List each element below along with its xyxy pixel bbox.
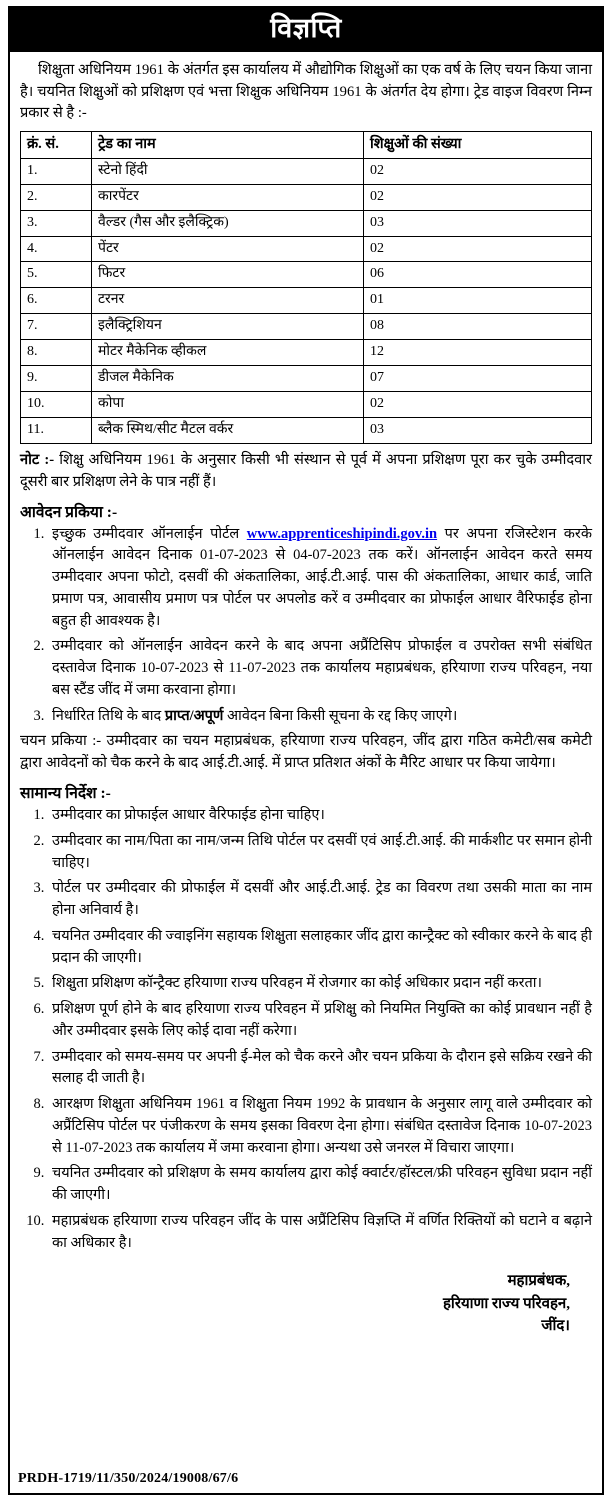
cell-serial: 4. <box>21 236 92 262</box>
table-row <box>21 288 592 314</box>
list-item: 8. आरक्षण शिक्षुता अधिनियम 1961 व शिक्षुता नियम 1992 के प्रावधान के अनुसार लागू वाले उम्मीदवार को अप्रैंटिसिप पोर्टल पर पंजीकरण के समय इसका विवरण देना होगा। संबंधित दस्तावेज दिनाक 10-07-2023 से 11-07-2023 तक कार्यालय में जमा करवाना होगा। अन्यथा उसे जनरल में विचारा जाएगा। <box>48 1094 592 1159</box>
signature-organisation: हरियाणा राज्य परिवहन, <box>442 1295 570 1312</box>
cell-count: 02 <box>364 158 592 184</box>
list-item: 7. उम्मीदवार को समय-समय पर अपनी ई-मेल को चैक करने और चयन प्रकिया के दौरान इसे सक्रिय रखने की सलाह दी जाती है। <box>48 1047 592 1091</box>
table-row <box>21 391 592 417</box>
table-row <box>21 210 592 236</box>
cell-serial: 2. <box>21 184 92 210</box>
list-item: 6. प्रशिक्षण पूर्ण होने के बाद हरियाणा राज्य परिवहन में प्रशिक्षु को नियमित नियुक्ति का कोई प्रावधान नहीं है और उम्मीदवार इसके लिए कोई दावा नहीं करेगा। <box>48 999 592 1043</box>
list-item: 2. उम्मीदवार को ऑनलाईन आवेदन करने के बाद अपना अप्रैंटिसिप प्रोफाईल व उपरोक्त सभी संबंधित दस्तावेज दिनाक 10-07-2023 से 11-07-2023 तक कार्यालय महाप्रबंधक, हरियाणा राज्य परिवहन, नया बस स्टैंड जींद में जमा करवाना होगा। <box>48 636 592 701</box>
cell-count: 07 <box>364 366 592 392</box>
cell-trade: मोटर मैकेनिक व्हीकल <box>92 340 364 366</box>
cell-serial: 8. <box>21 340 92 366</box>
list-item: 4. चयनित उम्मीदवार की ज्वाइनिंग सहायक शिक्षुता सलाहकार जींद द्वारा कान्ट्रैक्ट को स्वीकार करने के बाद ही प्रदान की जाएगी। <box>48 926 592 970</box>
apply-online-prefix: इच्छुक उम्मीदवार ऑनलाईन पोर्टल <box>52 525 247 542</box>
table-row <box>21 184 592 210</box>
cell-count: 06 <box>364 262 592 288</box>
signature-block <box>20 1270 592 1338</box>
late-apps-prefix: निर्धारित तिथि के बाद <box>52 707 165 724</box>
signature-location: जींद। <box>541 1318 570 1335</box>
cell-trade: वैल्डर (गैस और इलैक्ट्रिक) <box>92 210 364 236</box>
notice-body <box>10 52 602 1368</box>
cell-trade: डीजल मैकेनिक <box>92 366 364 392</box>
col-header-count: शिक्षुओं की संख्या <box>364 132 592 159</box>
cell-trade: स्टेनो हिंदी <box>92 158 364 184</box>
application-process-list <box>20 524 592 728</box>
note-block <box>20 450 592 494</box>
table-row <box>21 236 592 262</box>
cell-count: 03 <box>364 210 592 236</box>
cell-serial: 3. <box>21 210 92 236</box>
intro-paragraph: शिक्षुता अधिनियम 1961 के अंतर्गत इस कार्यालय में औद्योगिक शिक्षुओं का एक वर्ष के लिए चयन किया जाना है। चयनित शिक्षुओं को प्रशिक्षण एवं भत्ता शिक्षुक अधिनियम 1961 के अंतर्गत देय होगा। ट्रेड वाइज विवरण निम्न प्रकार से है :- <box>20 61 592 122</box>
cell-count: 02 <box>364 236 592 262</box>
trades-table-body <box>21 158 592 443</box>
trades-table-head <box>21 132 592 159</box>
list-item: 1. उम्मीदवार का प्रोफाईल आधार वैरिफाईड होना चाहिए। <box>48 805 592 827</box>
cell-count: 01 <box>364 288 592 314</box>
col-header-serial: क्रं. सं. <box>21 132 92 159</box>
cell-trade: फिटर <box>92 262 364 288</box>
list-item <box>48 706 592 728</box>
cell-serial: 5. <box>21 262 92 288</box>
note-label: नोट :- <box>20 451 55 468</box>
table-row <box>21 314 592 340</box>
list-item: 3. पोर्टल पर उम्मीदवार की प्रोफाईल में दसवीं और आई.टी.आई. ट्रेड का विवरण तथा उसकी माता का नाम होना अनिवार्य है। <box>48 878 592 922</box>
list-item: 9. चयनित उम्मीदवार को प्रशिक्षण के समय कार्यालय द्वारा कोई क्वार्टर/हॉस्टल/फ्री परिवहन सुविधा प्रदान नहीं की जाएगी। <box>48 1163 592 1207</box>
application-process-heading: आवेदन प्रकिया :- <box>20 503 118 521</box>
general-instructions-heading: सामान्य निर्देश :- <box>20 785 111 803</box>
apprenticeship-portal-link[interactable]: www.apprenticeshipindi.gov.in <box>246 525 438 542</box>
list-item: 2. उम्मीदवार का नाम/पिता का नाम/जन्म तिथि पोर्टल पर दसवीं एवं आई.टी.आई. की मार्कशीट पर समान होनी चाहिए। <box>48 831 592 875</box>
cell-serial: 11. <box>21 417 92 443</box>
cell-trade: कोपा <box>92 391 364 417</box>
cell-count: 12 <box>364 340 592 366</box>
col-header-trade: ट्रेड का नाम <box>92 132 364 159</box>
signature-designation: महाप्रबंधक, <box>507 1273 570 1290</box>
title-bar <box>10 8 602 52</box>
cell-serial: 1. <box>21 158 92 184</box>
cell-serial: 9. <box>21 366 92 392</box>
apply-online-suffix: पर अपना रजिस्टेशन करके ऑनलाईन आवेदन दिनाक 01-07-2023 से 04-07-2023 तक करें। ऑनलाईन आवेदन करते समय उम्मीदवार अपना फोटो, दसवीं की अंकतालिका, आई.टी.आई. पास की अंकतालिका, आधार कार्ड, जाति प्रमाण पत्र, आवासीय प्रमाण पत्र पोर्टल पर अपलोड करें व उम्मीदवार का प्रोफाईल आधार वैरिफाईड होना बहुत ही आवश्यक है। <box>52 525 592 629</box>
table-row <box>21 366 592 392</box>
list-item: 10. महाप्रबंधक हरियाणा राज्य परिवहन जींद के पास अप्रैंटिसिप विज्ञप्ति में वर्णित रिक्तियों को घटाने व बढ़ाने का अधिकार है। <box>48 1211 592 1255</box>
table-row <box>21 262 592 288</box>
cell-trade: टरनर <box>92 288 364 314</box>
table-header-row <box>21 132 592 159</box>
cell-count: 03 <box>364 417 592 443</box>
footer-spacer <box>20 1338 592 1364</box>
page-title: विज्ञप्ति <box>270 13 342 43</box>
table-row <box>21 340 592 366</box>
late-apps-suffix: आवेदन बिना किसी सूचना के रद्द किए जाएगे। <box>223 707 458 724</box>
cell-serial: 7. <box>21 314 92 340</box>
cell-count: 08 <box>364 314 592 340</box>
cell-trade: ब्लैक स्मिथ/सीट मैटल वर्कर <box>92 417 364 443</box>
table-row <box>21 158 592 184</box>
late-apps-emphasis: प्राप्त/अपूर्ण <box>164 707 224 724</box>
cell-trade: कारपेंटर <box>92 184 364 210</box>
selection-process-paragraph: चयन प्रकिया :- उम्मीदवार का चयन महाप्रबंधक, हरियाणा राज्य परिवहन, जींद द्वारा गठित कमेटी/सब कमेटी द्वारा आवेदनों को चैक करने के बाद आई.टी.आई. में प्राप्त प्रतिशत अंकों के मैरिट आधार पर किया जायेगा। <box>20 733 592 772</box>
cell-count: 02 <box>364 184 592 210</box>
cell-serial: 10. <box>21 391 92 417</box>
general-instructions-list <box>20 805 592 1254</box>
list-item <box>48 524 592 633</box>
list-item: 5. शिक्षुता प्रशिक्षण कॉन्ट्रैक्ट हरियाणा राज्य परिवहन में रोजगार का कोई अधिकार प्रदान नहीं करता। <box>48 973 592 995</box>
table-row <box>21 417 592 443</box>
cell-trade: पेंटर <box>92 236 364 262</box>
cell-count: 02 <box>364 391 592 417</box>
cell-serial: 6. <box>21 288 92 314</box>
document-reference-code: PRDH-1719/11/350/2024/19008/67/6 <box>18 1471 239 1486</box>
cell-trade: इलैक्ट्रिशियन <box>92 314 364 340</box>
note-text: शिक्षु अधिनियम 1961 के अनुसार किसी भी संस्थान से पूर्व में अपना प्रशिक्षण पूरा कर चुके उम्मीदवार दूसरी बार प्रशिक्षण लेने के पात्र नहीं हैं। <box>20 451 593 490</box>
trades-table <box>20 131 592 443</box>
notice-frame <box>8 6 604 1495</box>
